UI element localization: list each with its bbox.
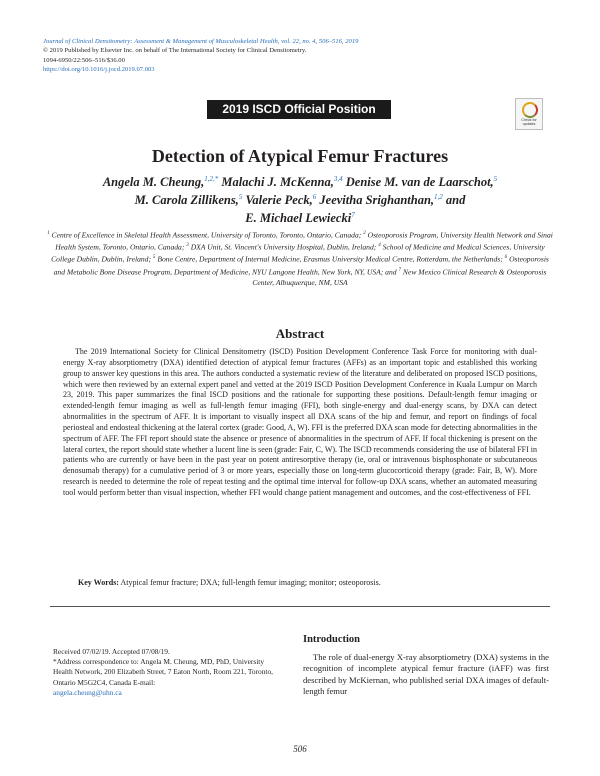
author[interactable]: E. Michael Lewiecki$^7$ — [245, 211, 355, 226]
affiliation: Centre of Excellence in Skeletal Health Assessment, University of Toronto, Toronto, Ontario, Canada; — [51, 230, 362, 240]
introduction-body: The role of dual-energy X-ray absorptiometry (DXA) systems in the recognition of incomplete atypical femur fracture (iAFF) was first described by McKiernan, who published serial DXA images of default-length femur — [303, 652, 549, 697]
affiliation: Osteoporosis and Metabolic Bone Disease Program, Department of Medicine, NYU Langone Health, New York, NY, USA; and — [53, 255, 549, 277]
author[interactable]: Angela M. Cheung,$^{1,2,*}$ — [102, 175, 219, 190]
check-for-updates-button[interactable] — [515, 98, 543, 130]
check-for-updates-label: Check for updates — [521, 118, 537, 126]
correspondence-footnote — [53, 647, 283, 698]
author[interactable]: Valerie Peck,$^6$ — [245, 193, 317, 208]
received-dates: Received 07/02/19. Accepted 07/08/19. — [53, 647, 170, 656]
issn-line: 1094-6950/22:506–516/$36.00 — [43, 56, 125, 64]
keywords-text: Atypical femur fracture; DXA; full-length femur imaging; monitor; osteoporosis. — [120, 578, 381, 587]
affiliation: Osteoporosis Program, University Health Network and Sinai Health System, Toronto, Ontario, Canada; — [55, 230, 553, 252]
abstract-body: The 2019 International Society for Clinical Densitometry (ISCD) Position Development Conference Task Force for monitoring with dual-energy X-ray absorptiometry (DXA) identified detection of atypical femur fractures (AFFs) as an important topic and established this working group to answer key questions in this area. The authors conducted a systematic review of the literature and deliberated on proposed ISCD positions, which were then reviewed by an external expert panel and vetted at the 2019 ISCD Position Development Conference in Kuala Lumpur on March 23, 2019. This paper summarizes the final ISCD positions and the rationale for supporting these positions. Default-length femur imaging or extended-length femur imaging as well as full-length femur imaging (FFI), both single-energy and dual-energy scans, by DXA can detect abnormalities in the spectrum of AFF. It is important to visually inspect all DXA scans of the hip and femur, and report on findings of focal periosteal and endosteal thickening at the lateral cortex (grade: Good, A, W). FFI is the preferred DXA scan mode for detecting abnormalities in the spectrum of AFF. The FFI report should state the absence or presence of abnormalities in the spectrum of AFF. If focal thickening is present on the lateral cortex, the report should state whether a lucent line is seen (grade: Fair, C, W). The ISCD recommends considering the use of bilateral FFI in patients who are currently or have been in the past year on potent antiresorptive therapy (ie, oral or intravenous bisphosphonate or subcutaneous denosumab therapy) for a cumulative period of 3 or more years, especially those on long-term glucocorticoid therapy (grade: Fair, B, W). More research is needed to determine the role of repeat testing and the optimal time interval for follow-up DXA scans, whether an automated measuring tool would perform better than visual inspection, whether FFI would change patient management and outcomes, and the cost-effectiveness of FFI. — [63, 347, 537, 497]
page-number: 506 — [293, 744, 307, 754]
affiliation: DXA Unit, St. Vincent's University Hospital, Dublin, Ireland; — [190, 242, 377, 252]
official-position-badge: 2019 ISCD Official Position — [207, 100, 391, 119]
author[interactable]: Malachi J. McKenna,$^{3,4}$ — [221, 175, 343, 190]
author[interactable]: M. Carola Zillikens,$^5$ — [134, 193, 243, 208]
author-list — [50, 172, 550, 226]
email-link[interactable]: angela.cheung@uhn.ca — [53, 687, 122, 697]
journal-header — [43, 37, 463, 74]
affiliations: $^1$ Centre of Excellence in Skeletal Health Assessment, University of Toronto, Toronto, Ontario, Canada; $^2$ Osteoporosis Program, University Health Network and Sinai Health System, Toronto, Ontario, Canada; $^3$ DXA Unit, St. Vincent's University Hospital, Dublin, Ireland; $^4$ School of Medicine and Medical Sciences, University College Dublin, Dublin, Ireland; $^5$ Bone Centre, Department of Internal Medicine, Erasmus University Medical Centre, Rotterdam, the Netherlands; $^6$ Osteoporosis and Metabolic Bone Disease Program, Department of Medicine, NYU Langone Health, New York, NY, USA; and $^7$ New Mexico Clinical Research & Osteoporosis Center, Albuquerque, NM, USA — [47, 230, 553, 287]
affiliation: New Mexico Clinical Research & Osteoporosis Center, Albuquerque, NM, USA — [252, 267, 547, 287]
keywords — [78, 578, 538, 587]
section-divider — [50, 606, 550, 607]
author[interactable]: Jeevitha Srighanthan,$^{1,2}$ — [319, 193, 443, 208]
keywords-label: Key Words: — [78, 578, 119, 587]
journal-citation[interactable]: Journal of Clinical Densitometry: Assessment & Management of Musculoskeletal Health, vol. 22, no. 4, 506–516, 2019 — [43, 38, 359, 45]
abstract-heading: Abstract — [275, 326, 325, 341]
author[interactable]: Denise M. van de Laarschot,$^5$ — [345, 175, 498, 190]
article-title: Detection of Atypical Femur Fractures — [151, 146, 449, 166]
introduction-heading: Introduction — [303, 634, 360, 645]
doi-link[interactable]: https://doi.org/10.1016/j.jocd.2019.07.003 — [43, 65, 155, 73]
affiliation: Bone Centre, Department of Internal Medicine, Erasmus University Medical Centre, Rotterdam, the Netherlands; — [157, 255, 503, 264]
crossmark-icon — [522, 102, 538, 118]
author-conjunction: and — [445, 193, 466, 208]
affiliation: School of Medicine and Medical Sciences, University College Dublin, Dublin, Ireland; — [51, 242, 545, 264]
correspondence-address: *Address correspondence to: Angela M. Cheung, MD, PhD, University Health Network, 200 Elizabeth Street, 7 Eaton North, Room 221, Toronto, Ontario M5G2C4, Canada E-mail: — [53, 657, 273, 687]
copyright-line: © 2019 Published by Elsevier Inc. on behalf of The International Society for Clinical Densitometry. — [43, 47, 307, 55]
